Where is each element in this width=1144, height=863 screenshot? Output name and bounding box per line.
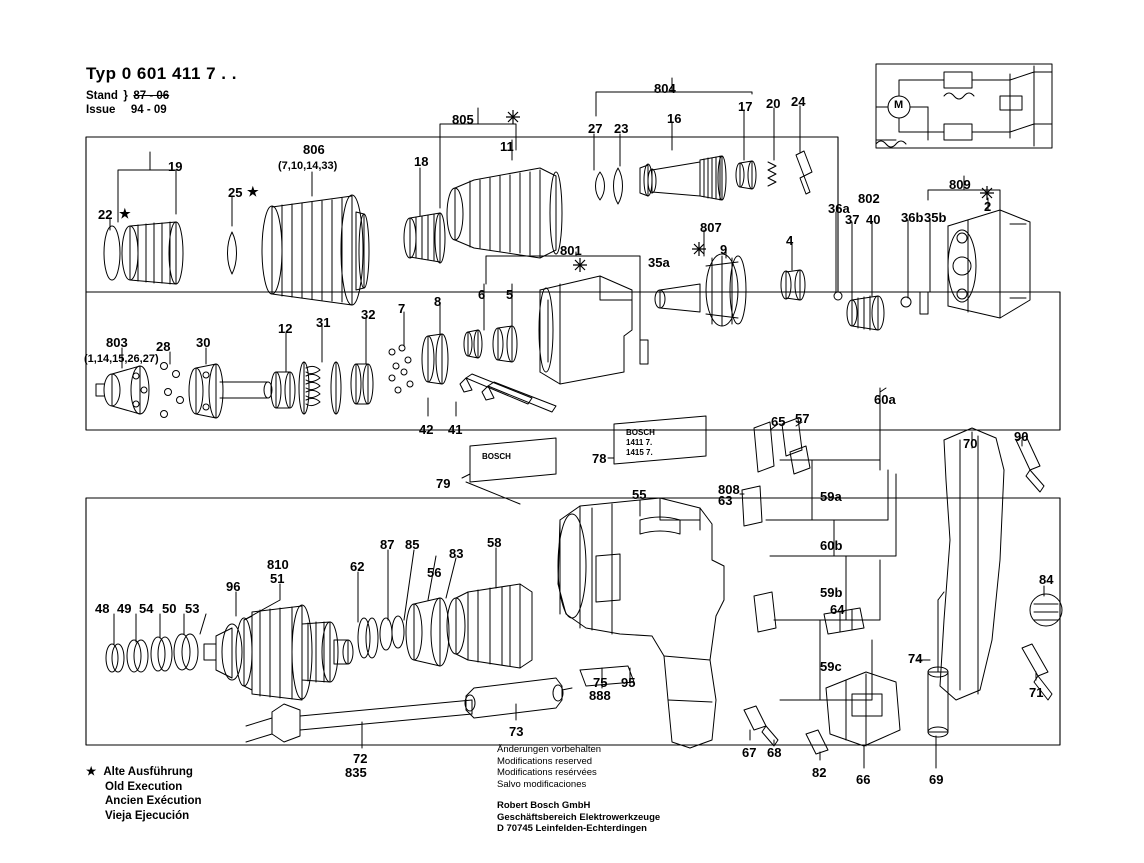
callout-7: 7 (398, 301, 406, 316)
callout-36-right: 36b (901, 210, 924, 225)
callout-806: 806 (303, 142, 325, 157)
legend-line-fr: Ancien Exécution (105, 795, 202, 807)
callout-85: 85 (405, 537, 420, 552)
callout-66: 66 (856, 772, 871, 787)
callout-35-left: 35a (648, 255, 670, 270)
callout-51: 51 (270, 571, 285, 586)
callout-53: 53 (185, 601, 200, 616)
type-line (86, 64, 237, 84)
callout-55: 55 (632, 487, 647, 502)
callout-35-right: 35b (924, 210, 947, 225)
legend-star: ★ (86, 766, 97, 778)
callout-40: 40 (866, 212, 881, 227)
callout-60-top: 60a (874, 392, 896, 407)
callout-96: 96 (226, 579, 241, 594)
callout-20: 20 (766, 96, 781, 111)
address-division: Geschäftsbereich Elektrowerkzeuge (497, 811, 661, 823)
legend-line-es: Vieja Ejecución (105, 809, 190, 822)
callout-72: 72 (353, 751, 368, 766)
callout-11: 11 (500, 139, 514, 154)
callout-59-a: 59a (820, 489, 842, 504)
note-fr: Modifications resérvées (497, 767, 597, 778)
stand-label: Stand (86, 90, 118, 102)
callout-803-sub: (1,14,15,26,27) (84, 353, 159, 365)
callout-57: 57 (795, 411, 810, 426)
nameplate-78-line3: 1415 7. (626, 448, 653, 457)
callout-50: 50 (162, 601, 177, 616)
brace-bottom (119, 103, 128, 117)
motor-symbol-text: M (894, 99, 904, 111)
callout-17: 17 (738, 99, 753, 114)
callout-803: 803 (106, 335, 128, 350)
callout-71: 71 (1029, 685, 1044, 700)
callout-802: 802 (858, 191, 880, 206)
callout-84: 84 (1039, 572, 1054, 587)
note-en: Modifications reserved (497, 755, 593, 767)
callout-56: 56 (427, 565, 442, 580)
nameplate-79-text: BOSCH (482, 452, 511, 461)
callout-70: 70 (963, 436, 978, 451)
callout-64: 64 (830, 602, 845, 617)
type-prefix: Typ (86, 64, 117, 83)
callout-2: 2 (984, 199, 992, 214)
address-city: D 70745 Leinfelden-Echterdingen (497, 823, 647, 834)
revision-block (86, 89, 237, 117)
callout-25-star: ★ (247, 184, 259, 199)
callout-82: 82 (812, 765, 827, 780)
legend-old-execution (86, 765, 202, 823)
callout-36-left: 36a (828, 201, 850, 216)
callout-27: 27 (588, 121, 603, 136)
callout-19: 19 (168, 159, 183, 174)
callout-69: 69 (929, 772, 944, 787)
callout-16: 16 (667, 111, 682, 126)
callout-809: 809 (949, 177, 971, 192)
address-company: Robert Bosch GmbH (497, 800, 591, 811)
callout-804: 804 (654, 81, 676, 96)
callout-60-b: 60b (820, 538, 843, 553)
callout-74: 74 (908, 651, 923, 666)
callout-59-b: 59b (820, 585, 843, 600)
callout-73: 73 (509, 724, 524, 739)
nameplate-78-brand: BOSCH (626, 428, 655, 437)
callout-835: 835 (345, 765, 367, 780)
title-block (86, 64, 237, 117)
callout-6: 6 (478, 287, 486, 302)
callout-65: 65 (771, 414, 786, 429)
callout-32: 32 (361, 307, 376, 322)
callout-41: 41 (448, 422, 463, 437)
callout-888: 888 (589, 688, 611, 703)
callout-58: 58 (487, 535, 502, 550)
callout-79: 79 (436, 476, 451, 491)
callout-12: 12 (278, 321, 293, 336)
callout-63: 63 (718, 493, 733, 508)
callout-75: 75 (593, 675, 608, 690)
callout-807: 807 (700, 220, 722, 235)
callout-808: 808 (718, 482, 740, 497)
callout-49: 49 (117, 601, 132, 616)
issue-value: 94 - 09 (130, 104, 167, 116)
note-de: Änderungen vorbehalten (497, 744, 602, 755)
callout-37: 37 (845, 212, 860, 227)
brace-top: } (123, 90, 128, 102)
callout-9: 9 (720, 242, 728, 257)
callout-5: 5 (506, 287, 514, 302)
callout-31: 31 (316, 315, 331, 330)
type-number: 0 601 411 7 . . (121, 64, 237, 83)
issue-label: Issue (86, 104, 116, 116)
callout-83: 83 (449, 546, 464, 561)
callout-95: 95 (621, 675, 636, 690)
callout-23: 23 (614, 121, 629, 136)
disclaimer-notes (497, 744, 601, 790)
callout-4: 4 (786, 233, 794, 248)
legend-line-en: Old Execution (105, 780, 183, 793)
callout-30: 30 (196, 335, 211, 350)
callout-48: 48 (95, 601, 110, 616)
callout-18: 18 (414, 154, 429, 169)
stand-value: 87 - 06 (133, 90, 170, 102)
callout-810: 810 (267, 557, 289, 572)
callout-22: 22 (98, 207, 113, 222)
callout-87: 87 (380, 537, 395, 552)
nameplate-78-line2: 1411 7. (626, 438, 653, 447)
callout-801: 801 (560, 243, 582, 258)
callout-24: 24 (791, 94, 806, 109)
callout-28: 28 (156, 339, 171, 354)
callout-90: 90 (1014, 429, 1029, 444)
callout-59-c: 59c (820, 659, 842, 674)
callout-68: 68 (767, 745, 782, 760)
callout-25: 25 (228, 185, 243, 200)
callout-62: 62 (350, 559, 365, 574)
callout-806-sub: (7,10,14,33) (278, 160, 338, 172)
callout-805: 805 (452, 112, 474, 127)
note-es: Salvo modificaciones (497, 778, 587, 790)
company-address (497, 800, 660, 835)
callout-22-star: ★ (119, 206, 131, 221)
callout-54: 54 (139, 601, 154, 616)
callout-8: 8 (434, 294, 442, 309)
callout-42: 42 (419, 422, 434, 437)
callout-78: 78 (592, 451, 607, 466)
callout-67: 67 (742, 745, 757, 760)
legend-line-de: Alte Ausführung (103, 766, 193, 778)
